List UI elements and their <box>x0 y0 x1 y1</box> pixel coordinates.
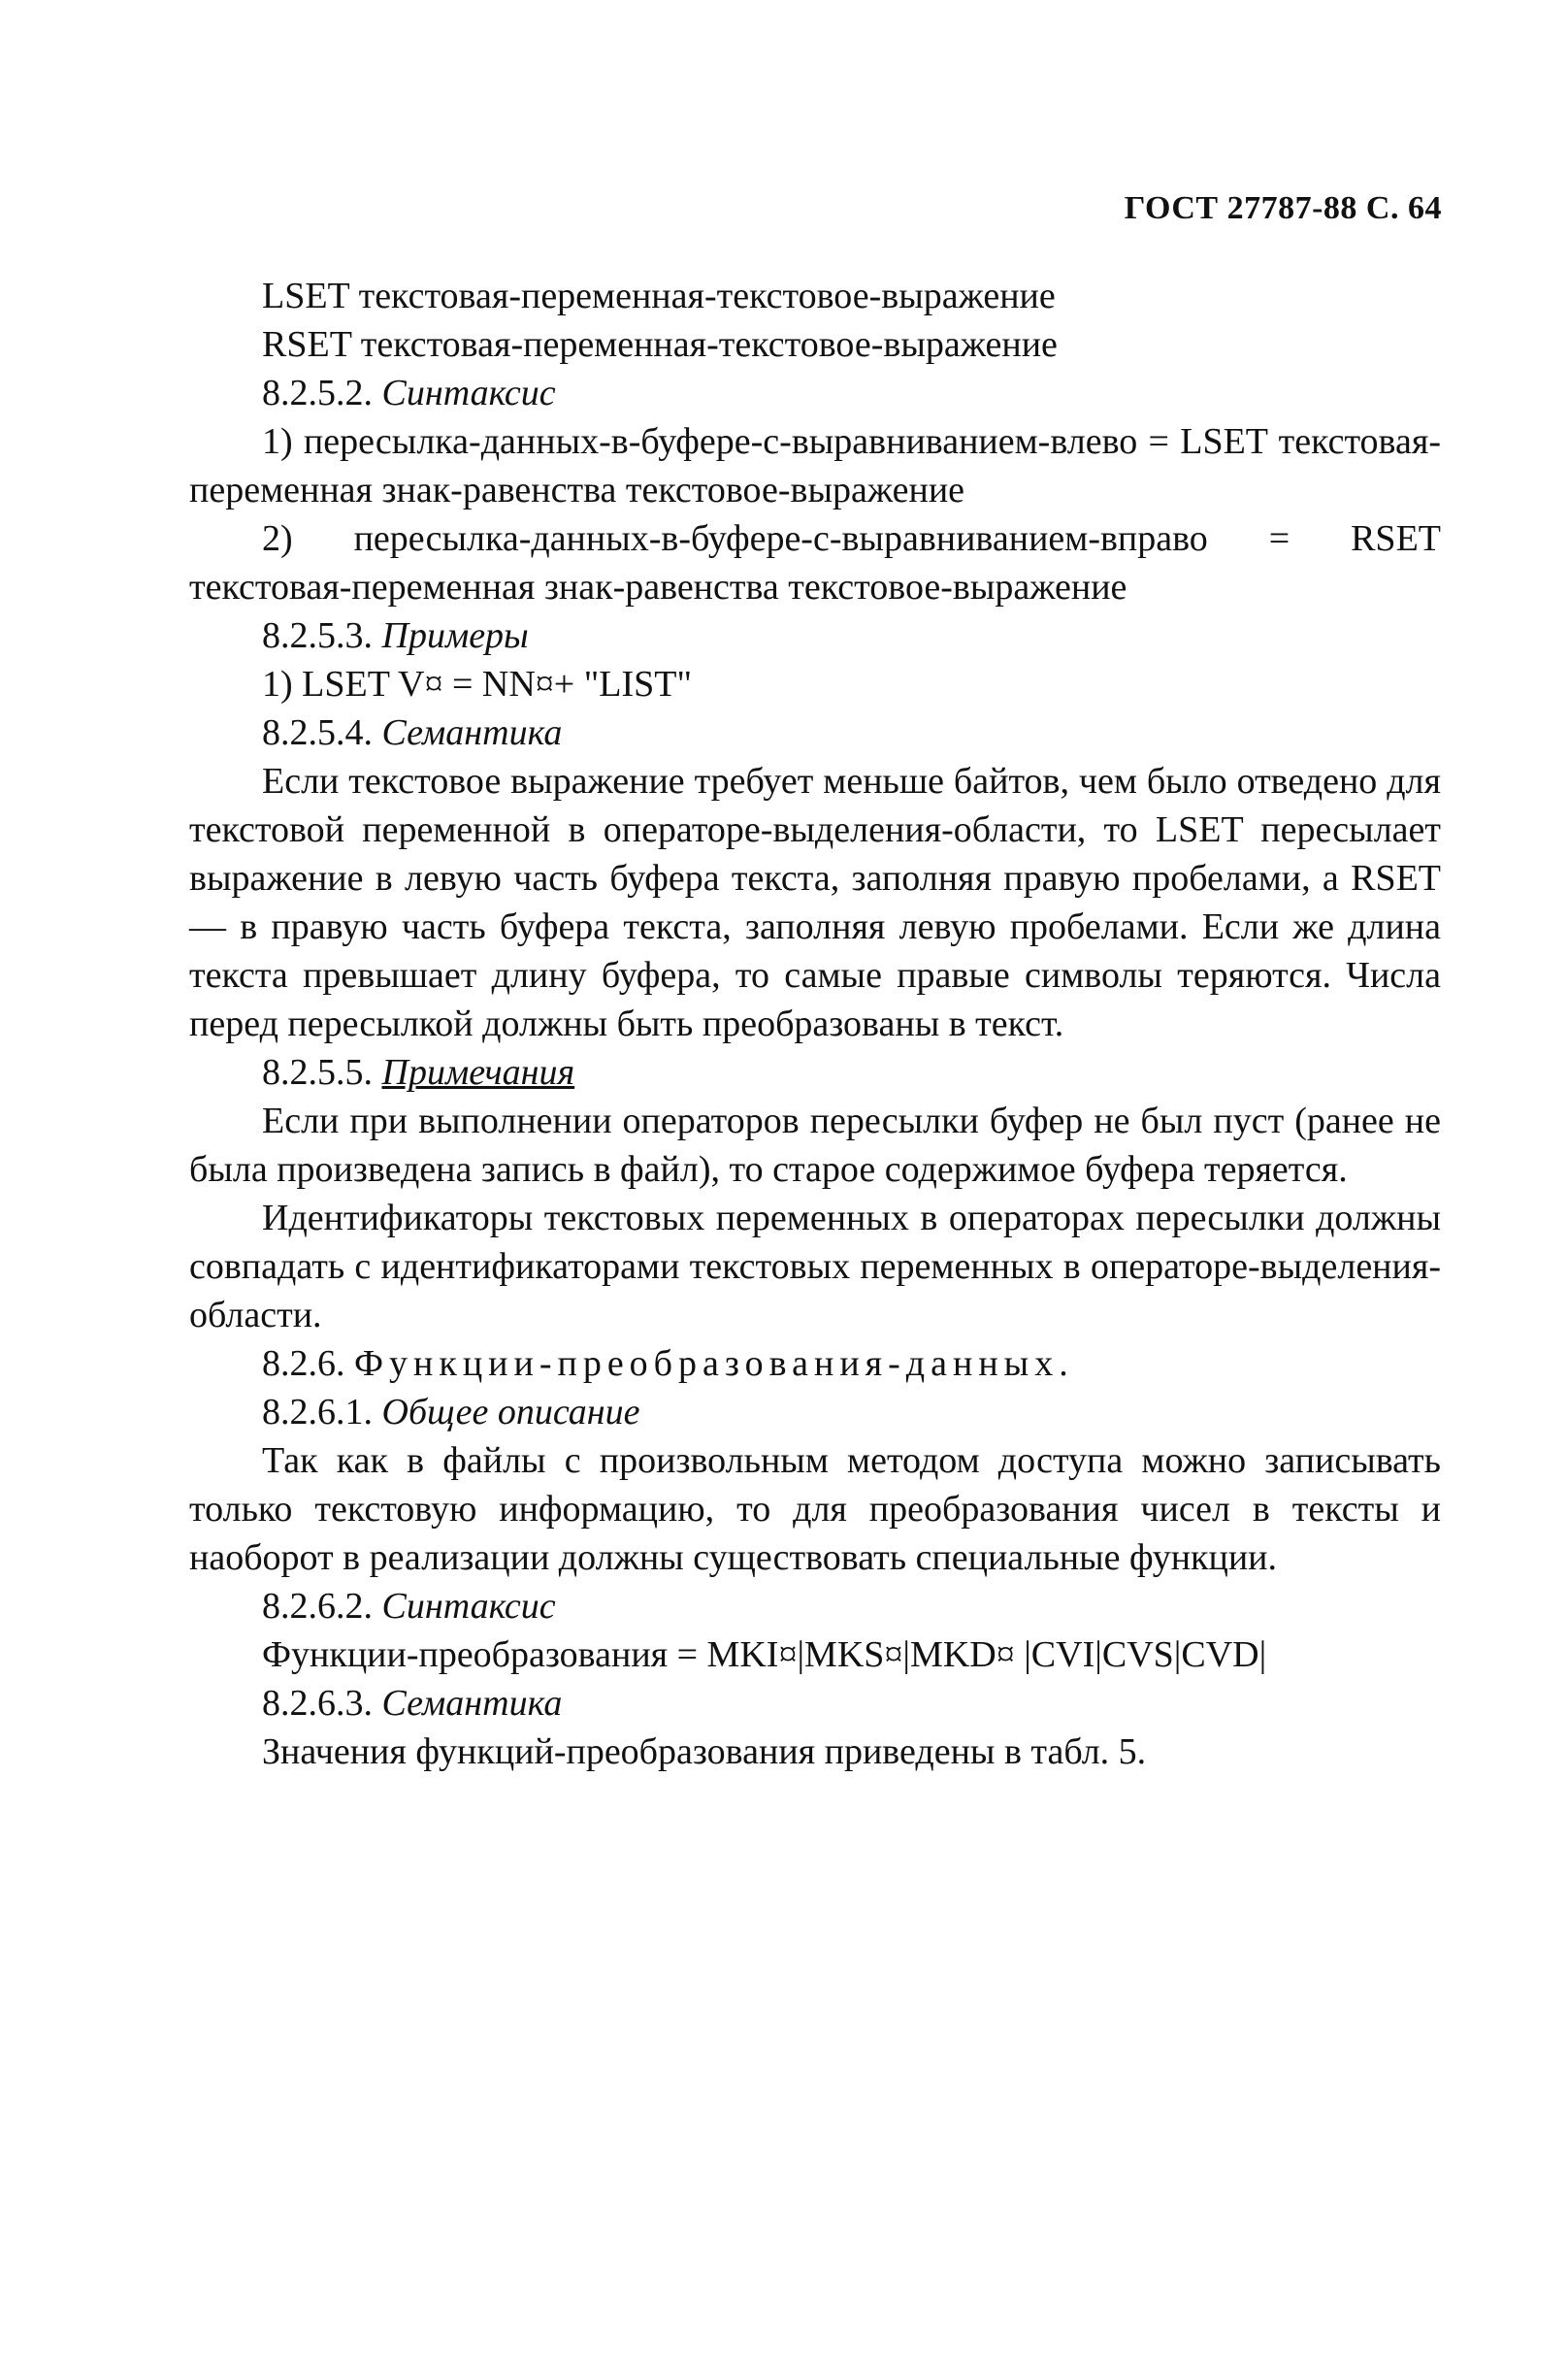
note-paragraph-1: Если при выполнении операторов пересылки буфер не был пуст (ранее не была произведена запись в файл), то старое содержимое буфера теряется. <box>189 1101 1441 1190</box>
section-8-2-6-2-heading <box>189 1582 1441 1630</box>
section-8-2-6-1-heading <box>189 1388 1441 1436</box>
section-title: Синтаксис <box>381 373 556 413</box>
syntax-item-2: 2) пересылка-данных-в-буфере-с-выравниванием-вправо = RSET текстовая-переменная знак-равенства текстовое-выражение <box>189 518 1441 608</box>
section-title: Примеры <box>381 615 529 656</box>
rset-statement: RSET текстовая-переменная-текстовое-выражение <box>262 324 1058 365</box>
example-item-1: 1) LSET V¤ = NN¤+ "LIST" <box>262 664 692 705</box>
functions-syntax: Функции-преобразования = MKI¤|MKS¤|MKD¤ |CVI|CVS|CVD| <box>262 1634 1267 1675</box>
section-number: 8.2.5.5. <box>262 1052 373 1093</box>
section-title: Семантика <box>381 1683 563 1724</box>
section-number: 8.2.5.2. <box>262 373 373 413</box>
section-title: Общее описание <box>381 1392 640 1432</box>
section-8-2-5-3-heading <box>189 611 1441 660</box>
lset-statement: LSET текстовая-переменная-текстовое-выражение <box>262 276 1056 316</box>
section-number: 8.2.6.3. <box>262 1683 373 1724</box>
section-8-2-5-4-heading <box>189 708 1441 757</box>
document-body <box>189 272 1441 1776</box>
section-title: Примечания <box>381 1052 575 1093</box>
section-8-2-6-heading <box>189 1339 1441 1388</box>
section-8-2-6-3-heading <box>189 1679 1441 1728</box>
section-number: 8.2.6.1. <box>262 1392 373 1432</box>
section-number: 8.2.6.2. <box>262 1586 373 1627</box>
section-number: 8.2.6. <box>262 1343 345 1384</box>
section-title: Семантика <box>381 712 563 753</box>
values-reference-line: Значения функций-преобразования приведены в табл. 5. <box>262 1731 1147 1772</box>
semantics-paragraph: Если текстовое выражение требует меньше байтов, чем было отведено для текстовой переменной в операторе-выделения-области, то LSET пересылает выражение в левую часть буфера текста, заполняя правую пробелами, а RSET — в правую часть буфера текста, заполняя левую пробелами. Если же длина текста превышает длину буфера, то самые правые символы теряются. Числа перед пересылкой должны быть преобразованы в текст. <box>189 761 1441 1044</box>
page-header: ГОСТ 27787-88 С. 64 <box>1124 190 1442 226</box>
section-8-2-5-5-heading <box>189 1048 1441 1097</box>
section-number: 8.2.5.4. <box>262 712 373 753</box>
general-description-paragraph: Так как в файлы с произвольным методом доступа можно записывать только текстовую информацию, то для преобразования чисел в тексты и наоборот в реализации должны существовать специальные функции. <box>189 1440 1441 1578</box>
section-number: 8.2.5.3. <box>262 615 373 656</box>
note-paragraph-2: Идентификаторы текстовых переменных в операторах пересылки должны совпадать с идентификаторами текстовых переменных в операторе-выделения-области. <box>189 1198 1441 1335</box>
section-8-2-5-2-heading <box>189 369 1441 417</box>
section-title: Функции-преобразования-данных. <box>354 1343 1074 1384</box>
syntax-item-1: 1) пересылка-данных-в-буфере-с-выравниванием-влево = LSET текстовая-переменная знак-равенства текстовое-выражение <box>189 421 1441 510</box>
section-title: Синтаксис <box>381 1586 556 1627</box>
